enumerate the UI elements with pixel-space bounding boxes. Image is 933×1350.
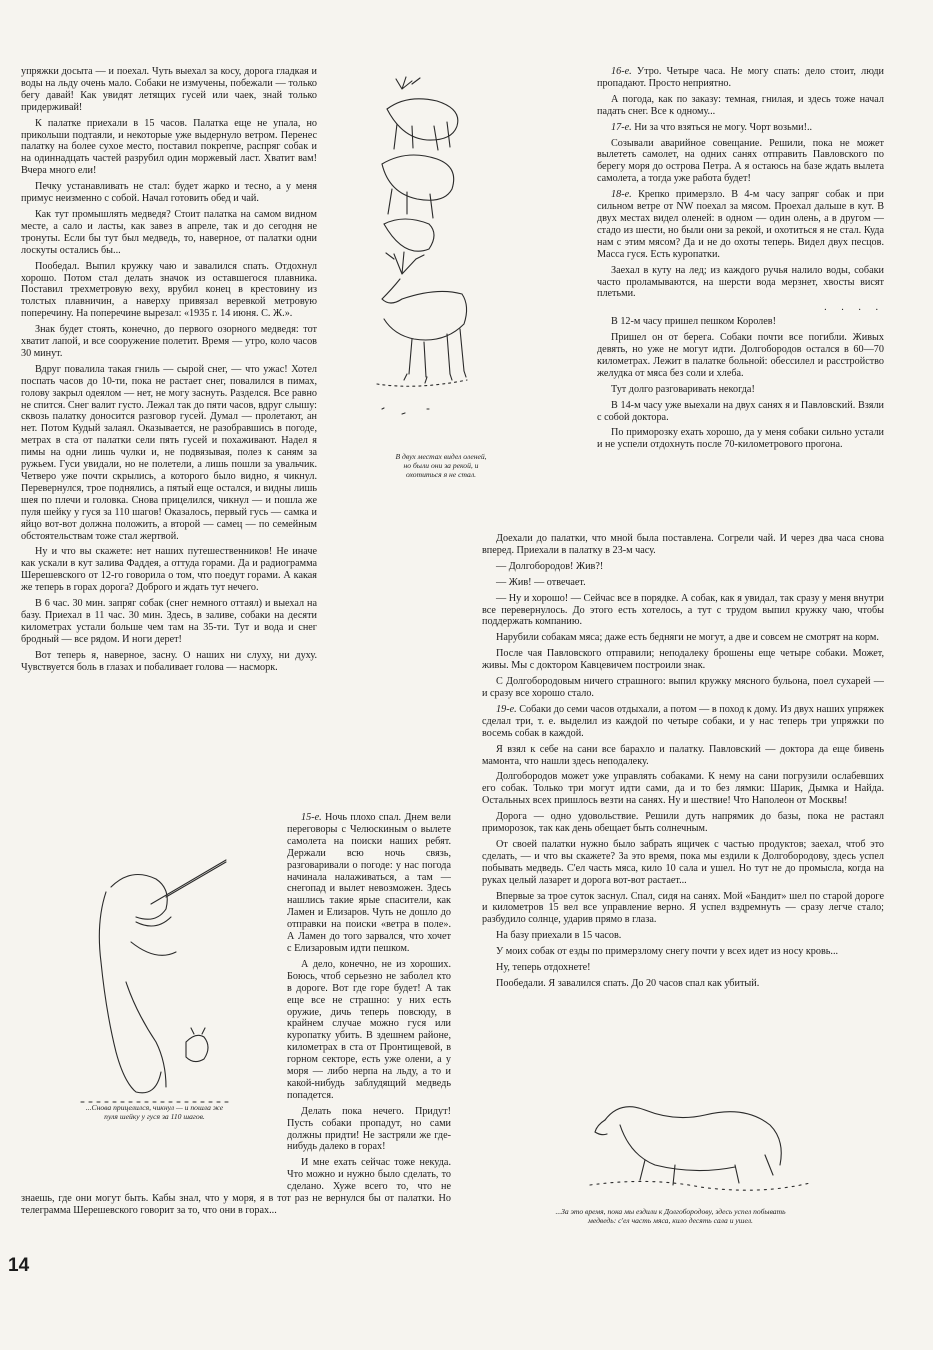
paragraph-text: Вот теперь я, наверное, засну. О наших ни слуху, ни духу. Чувствуется боль в глазах и побаливает голова — насморк. [21, 649, 317, 673]
paragraph [482, 744, 884, 768]
separator-dots: . . . . [824, 302, 884, 314]
paragraph-text: В 6 час. 30 мин. запряг собак (снег немного оттаял) и выехал на базу. Приехал в 11 час. 30 мин. Здесь, в заливе, собаки на десяти километрах устали больше чем там на 35-ти. Тут и вода и снег бродный — все рядом. И ноги дерет! [21, 598, 317, 645]
paragraph [482, 978, 884, 990]
paragraph [597, 189, 884, 260]
paragraph-text: У моих собак от езды по примерзлому снегу почти у всех идет из носу кровь... [496, 946, 839, 958]
paragraph-text: — Долгобородов! Жив?! [496, 560, 604, 572]
paragraph-text: Ну, теперь отдохнете! [496, 962, 591, 974]
paragraph-text: Утро. Четыре часа. Не могу спать: дело стоит, люди пропадают. Просто неприятно. [597, 66, 884, 89]
entry-15-block [21, 812, 451, 1247]
paragraph-text: Знак будет стоять, конечно, до первого озорного медведя: тот хватит лапой, и все сооружение полетит. Время — утро, коло часов 30 минут. [21, 324, 317, 359]
paragraph-text: В 14-м часу уже выехали на двух санях я и Павловский. Взяли с собой доктора. [597, 399, 884, 423]
paragraph-text: Я взял к себе на сани все барахло и палатку. Павловский — доктора да еще бивень мамонта, что нашли здесь неподалеку. [482, 743, 884, 767]
entry-date: 16-е. [611, 66, 632, 77]
paragraph-text: Долгобородов может уже управлять собаками. К нему на сани погрузили ослабевших его собак. Только три могут идти сами, да и то без лямки: Шарик, Дымка и Найда. Остальных всех пришлось везти на санях. Ну и шествие! Что Наполеон от Москвы! [482, 771, 884, 807]
paragraph-text: В 12-м часу пришел пешком Королев! [611, 316, 776, 328]
paragraph-text: Печку устанавливать не стал: будет жарко и тесно, а у меня примус неизменно с собой. Начал готовить обед и чай. [21, 181, 317, 205]
paragraph-text: А дело, конечно, не из хороших. Боюсь, чтоб серьезно не заболел кто в дороге. Вот где горе будет! А так еще все не страшно: у них есть оружие, дичь теперь повсюду, в крайнем случае можно гуся или куропатку убить. В здешнем районе, километрах в ста от Пронтищевой, в горном секторе, есть уже олени, а у моря — либо нерпа на льду, а то и какой-нибудь заблудящий медведь попадется. [287, 958, 451, 1101]
paragraph [482, 704, 884, 740]
paragraph [21, 598, 317, 646]
paragraph [597, 66, 884, 90]
paragraph-text: Тут долго разговаривать некогда! [611, 383, 755, 395]
right-column-bottom [482, 533, 884, 1053]
paragraph-text: Делать пока нечего. Придут! Пусть собаки пропадут, но сами должны придти! Не застряли же где-нибудь далеко в горах! [287, 1105, 451, 1153]
paragraph-text: С Долгобородовым ничего страшного: выпил кружку мясного бульона, поел сухарей — и сразу все хорошо стало. [482, 676, 884, 699]
hunter-illustration [76, 842, 236, 1112]
paragraph-text: На базу приехали в 15 часов. [496, 930, 622, 942]
paragraph-text: Доехали до палатки, что мной была поставлена. Согрели чай. И через два часа снова вперед. Приехали в палатку в 23-м часу. [482, 533, 884, 556]
paragraph [597, 94, 884, 118]
paragraph [482, 632, 884, 644]
paragraph-text: Собаки до семи часов отдыхали, а потом — в поход к дому. Из двух наших упряжек сделал три, т. е. выделил из каждой по четыре собаки, и у нас теперь три упряжки по восемь собак в каждой. [482, 703, 884, 739]
paragraph [482, 593, 884, 629]
paragraph-text: К палатке приехали в 15 часов. Палатка еще не упала, но прикольши подтаяли, и некоторые уже выдернуло ветром. Перенес палатку на более сухое место, поставил покрепче, распряг собак и на одиннадцать частей разрубил один моржевый ласт. Хватит вам! Вчера много ели! [21, 117, 317, 177]
paragraph [482, 577, 884, 589]
paragraph [482, 946, 884, 958]
paragraph [21, 324, 317, 360]
paragraph [597, 316, 884, 328]
paragraph [597, 384, 884, 396]
paragraph-text: Созывали аварийное совещание. Решили, пока не может вылететь самолет, на одних санях отправить Павловского по берегу моря до острова Петра. А я остаюсь на базе ждать вылета самолета, а тогда уже работа будет! [597, 137, 884, 185]
left-column-top [21, 66, 317, 806]
entry-date: 15-е. [301, 812, 322, 823]
paragraph-text: — Ну и хорошо! — Сейчас все в порядке. А собак, как я увидал, так сразу у меня внутри все перевернулось. До этого есть хотелось, а тут с трудом выпил кружку чаю, чтобы поддержать компанию. [482, 592, 884, 628]
paragraph [21, 364, 317, 543]
paragraph-text: Ну и что вы скажете: нет наших путешественников! Не иначе как ускали в кут залива Фаддея, а оттуда горами. Да и радиограмма Шерешевского от 12-го говорила о том, что поедут горами. А какая же теперь в горах дорога? Доброго и ждать тут нечего. [21, 546, 317, 594]
paragraph [482, 811, 884, 835]
paragraph-text: Как тут промышлять медведя? Стоит палатка на самом видном месте, а сало и ласты, как завез в апреле, так и до сегодня не тронуты. Если бы тут был медведь, то, наверное, от палатки одни лоскуты остались бы... [21, 208, 317, 256]
paragraph [482, 676, 884, 700]
entry-date: 17-е. [611, 121, 632, 133]
page-number: 14 [8, 1255, 30, 1276]
paragraph-text: И мне ехать сейчас тоже некуда. Что можно и нужно было сделать, то сделано. Хуже всего то, что не знаешь, где они могут быть. Кабы знал, что у моря, я в тот раз не вернулся бы от палатки. Но телеграмма Шерешевского говорит за то, что они в горах... [21, 1157, 451, 1216]
bear-caption: ...За это время, пока мы ездили к Долгобородову, здесь успел побывать медведь: с'ел часть мяса, кило десять сала и ушел. [555, 1207, 786, 1225]
paragraph [21, 261, 317, 321]
paragraph [597, 332, 884, 380]
paragraph-text: Дорога — одно удовольствие. Решили дуть напрямик до базы, пока не растаял приморозок, так как день обещает быть солнечным. [482, 811, 884, 835]
paragraph-text: Ни за что взяться не могу. Чорт возьми!.. [634, 121, 813, 133]
paragraph-text: После чая Павловского отправили; неподалеку брошены еще четыре собаки. Может, живы. Мы с доктором Кавцевичем построили знак. [482, 648, 884, 672]
paragraph-text: А погода, как по заказу: темная, гнилая, и здесь тоже начал падать снег. Все к одному... [597, 93, 884, 117]
paragraph-text: Пришел он от берега. Собаки почти все погибли. Живых девять, но уже не могут идти. Долгобородов остался в 60—70 километрах. Лежит в палатке больной: обессилел и расстройство желудка от мяса без соли и хлеба. [597, 332, 884, 379]
paragraph-text: — Жив! — отвечает. [496, 576, 586, 588]
paragraph [597, 138, 884, 186]
paragraph [597, 265, 884, 301]
paragraph [482, 962, 884, 974]
paragraph [482, 771, 884, 807]
paragraph-text: По приморозку ехать хорошо, да у меня собаки сильно устали и не успели отдохнуть после 70-километрового прогона. [597, 427, 884, 451]
paragraph [482, 648, 884, 672]
right-column-top [597, 66, 884, 526]
paragraph-text: упряжки досыта — и поехал. Чуть выехал за косу, дорога гладкая и воды на льду очень мало. Собаки не измучены, побежали — только бегу давай! Как увидят летящих гусей или чаек, знай только придерживай! [21, 66, 317, 113]
paragraph [21, 181, 317, 205]
hunter-caption: ...Снова прицелился, чикнул — и пошла же пуля шейку у гуся за 110 шагов. [85, 1103, 224, 1121]
deer-illustration [372, 64, 472, 444]
paragraph-text: Пообедали. Я завалился спать. До 20 часов спал как убитый. [496, 978, 760, 989]
paragraph [482, 891, 884, 927]
paragraph-text: От своей палатки нужно было забрать ящичек с частью продуктов; заехал, чтоб это сделать, — и что вы скажете? За это время, пока мы ездили к Долгобородову, здесь успел побывать медведь. С'ел часть мяса, кило 10 сала и ушел. Но тут не до промысла, когда на руках целый лазарет и дорога вот-вот растает... [482, 838, 884, 886]
bear-illustration [585, 1080, 815, 1200]
paragraph-text: Заехал в куту на лед; из каждого ручья налило воды, собаки часто проламываются, на шерсти вода мерзнет, хвосты висят плетьми. [597, 264, 884, 300]
deer-caption: В двух местах видел оленей, но были они за рекой, и охотиться я не стал. [395, 452, 487, 479]
paragraph [482, 930, 884, 942]
paragraph [597, 122, 884, 134]
paragraph [597, 400, 884, 424]
paragraph-text: Пообедал. Выпил кружку чаю и завалился спать. Отдохнул хорошо. Потом стал делать значок из оставшегося плавника. Поставил трехметровую веху, врубил конец в крестовину из толстых плавничин, а наверху привязал веревкой метровую поперечину. На поперечине вырезал: «1935 г. 14 июня. С. Ж.». [21, 260, 317, 320]
paragraph [21, 118, 317, 178]
paragraph [21, 546, 317, 594]
paragraph [482, 839, 884, 887]
paragraph [21, 66, 317, 114]
paragraph-text: Крепко примерзло. В 4-м часу запряг собак и при сильном ветре от NW поехал за мясом. Проехал дальше в кут. В двух местах видел оленей: в одном — один олень, а в другом — стадо из шести, но были они за рекой, и охотиться я не стал. Куда нам с этим мясом? Да и не до охоты теперь. Видел двух песцов. Масса гуся. Есть куропатки. [597, 189, 884, 260]
paragraph [21, 209, 317, 257]
paragraph [482, 561, 884, 573]
entry-date: 18-е. [611, 189, 632, 201]
paragraph [21, 650, 317, 674]
hunter-illustration-wrap [21, 812, 283, 1184]
paragraph-text: Вдруг повалила такая гниль — сырой снег, — что ужас! Хотел поспать часов до 10-ти, пока не растает снег, повалился в пимах, голову закрыл одеялом — нет, не могу заснуть. Разделся. Все равно не спится. Снег валит густо. Лежал так до пяти часов, вдруг слышу: сквозь палатку доносится разговор гусей. Думал — пролетают, ан нет. Потом Кудый залаял. Оказывается, не разобравшись в погоде, метрах в ста от палатки сели пять гусей и похаживают. Надел я пимы на одни лишь чулки и, не подвязывая, полез к саням за ружьем. Гуси увидали, но не полетели, а лишь пошли за увальчик. Четверо уже почти скрылись, а которого было видно, я чикнул. Перевернулся, трое поднялись, а пятый еще остался, и видны лишь шея по плечи и головка. Снова прицелился, чикнул — и пошла же пуля шейку у гуся за 110 шагов! Оказалось, первый гусь — самка и яйцо вот-вот должна положить, а второй — самец — по семейным обстоятельствам тоже стал жертвой. [21, 363, 317, 542]
paragraph-text: Ночь плохо спал. Днем вели переговоры с Челюскиным о вылете самолета на поиски наших ребят. Держали всю ночь связь, разговаривали о погоде: у нас погода начинала налаживаться, а там — снегопад и вылет невозможен. Здесь нашлись такие ярые спасители, как Ламен и Елизаров. Чуть не дошло до отправки на поиски «ветра в поле». А Ламен до того зарвался, что хочет с Елизаровым идти пешком. [287, 812, 451, 954]
entry-date: 19-е. [496, 703, 517, 715]
paragraph-text: Нарубили собакам мяса; даже есть бедняги не могут, а две и совсем не смотрят на корм. [496, 632, 879, 644]
paragraph [597, 427, 884, 451]
paragraph-text: Впервые за трое суток заснул. Спал, сидя на санях. Мой «Бандит» шел по старой дороге и километров 15 вел все управление верно. Я успел вздремнуть — сразу легче стало; разбудило солнце, ударив прямо в глаза. [482, 890, 884, 926]
paragraph [482, 533, 884, 557]
